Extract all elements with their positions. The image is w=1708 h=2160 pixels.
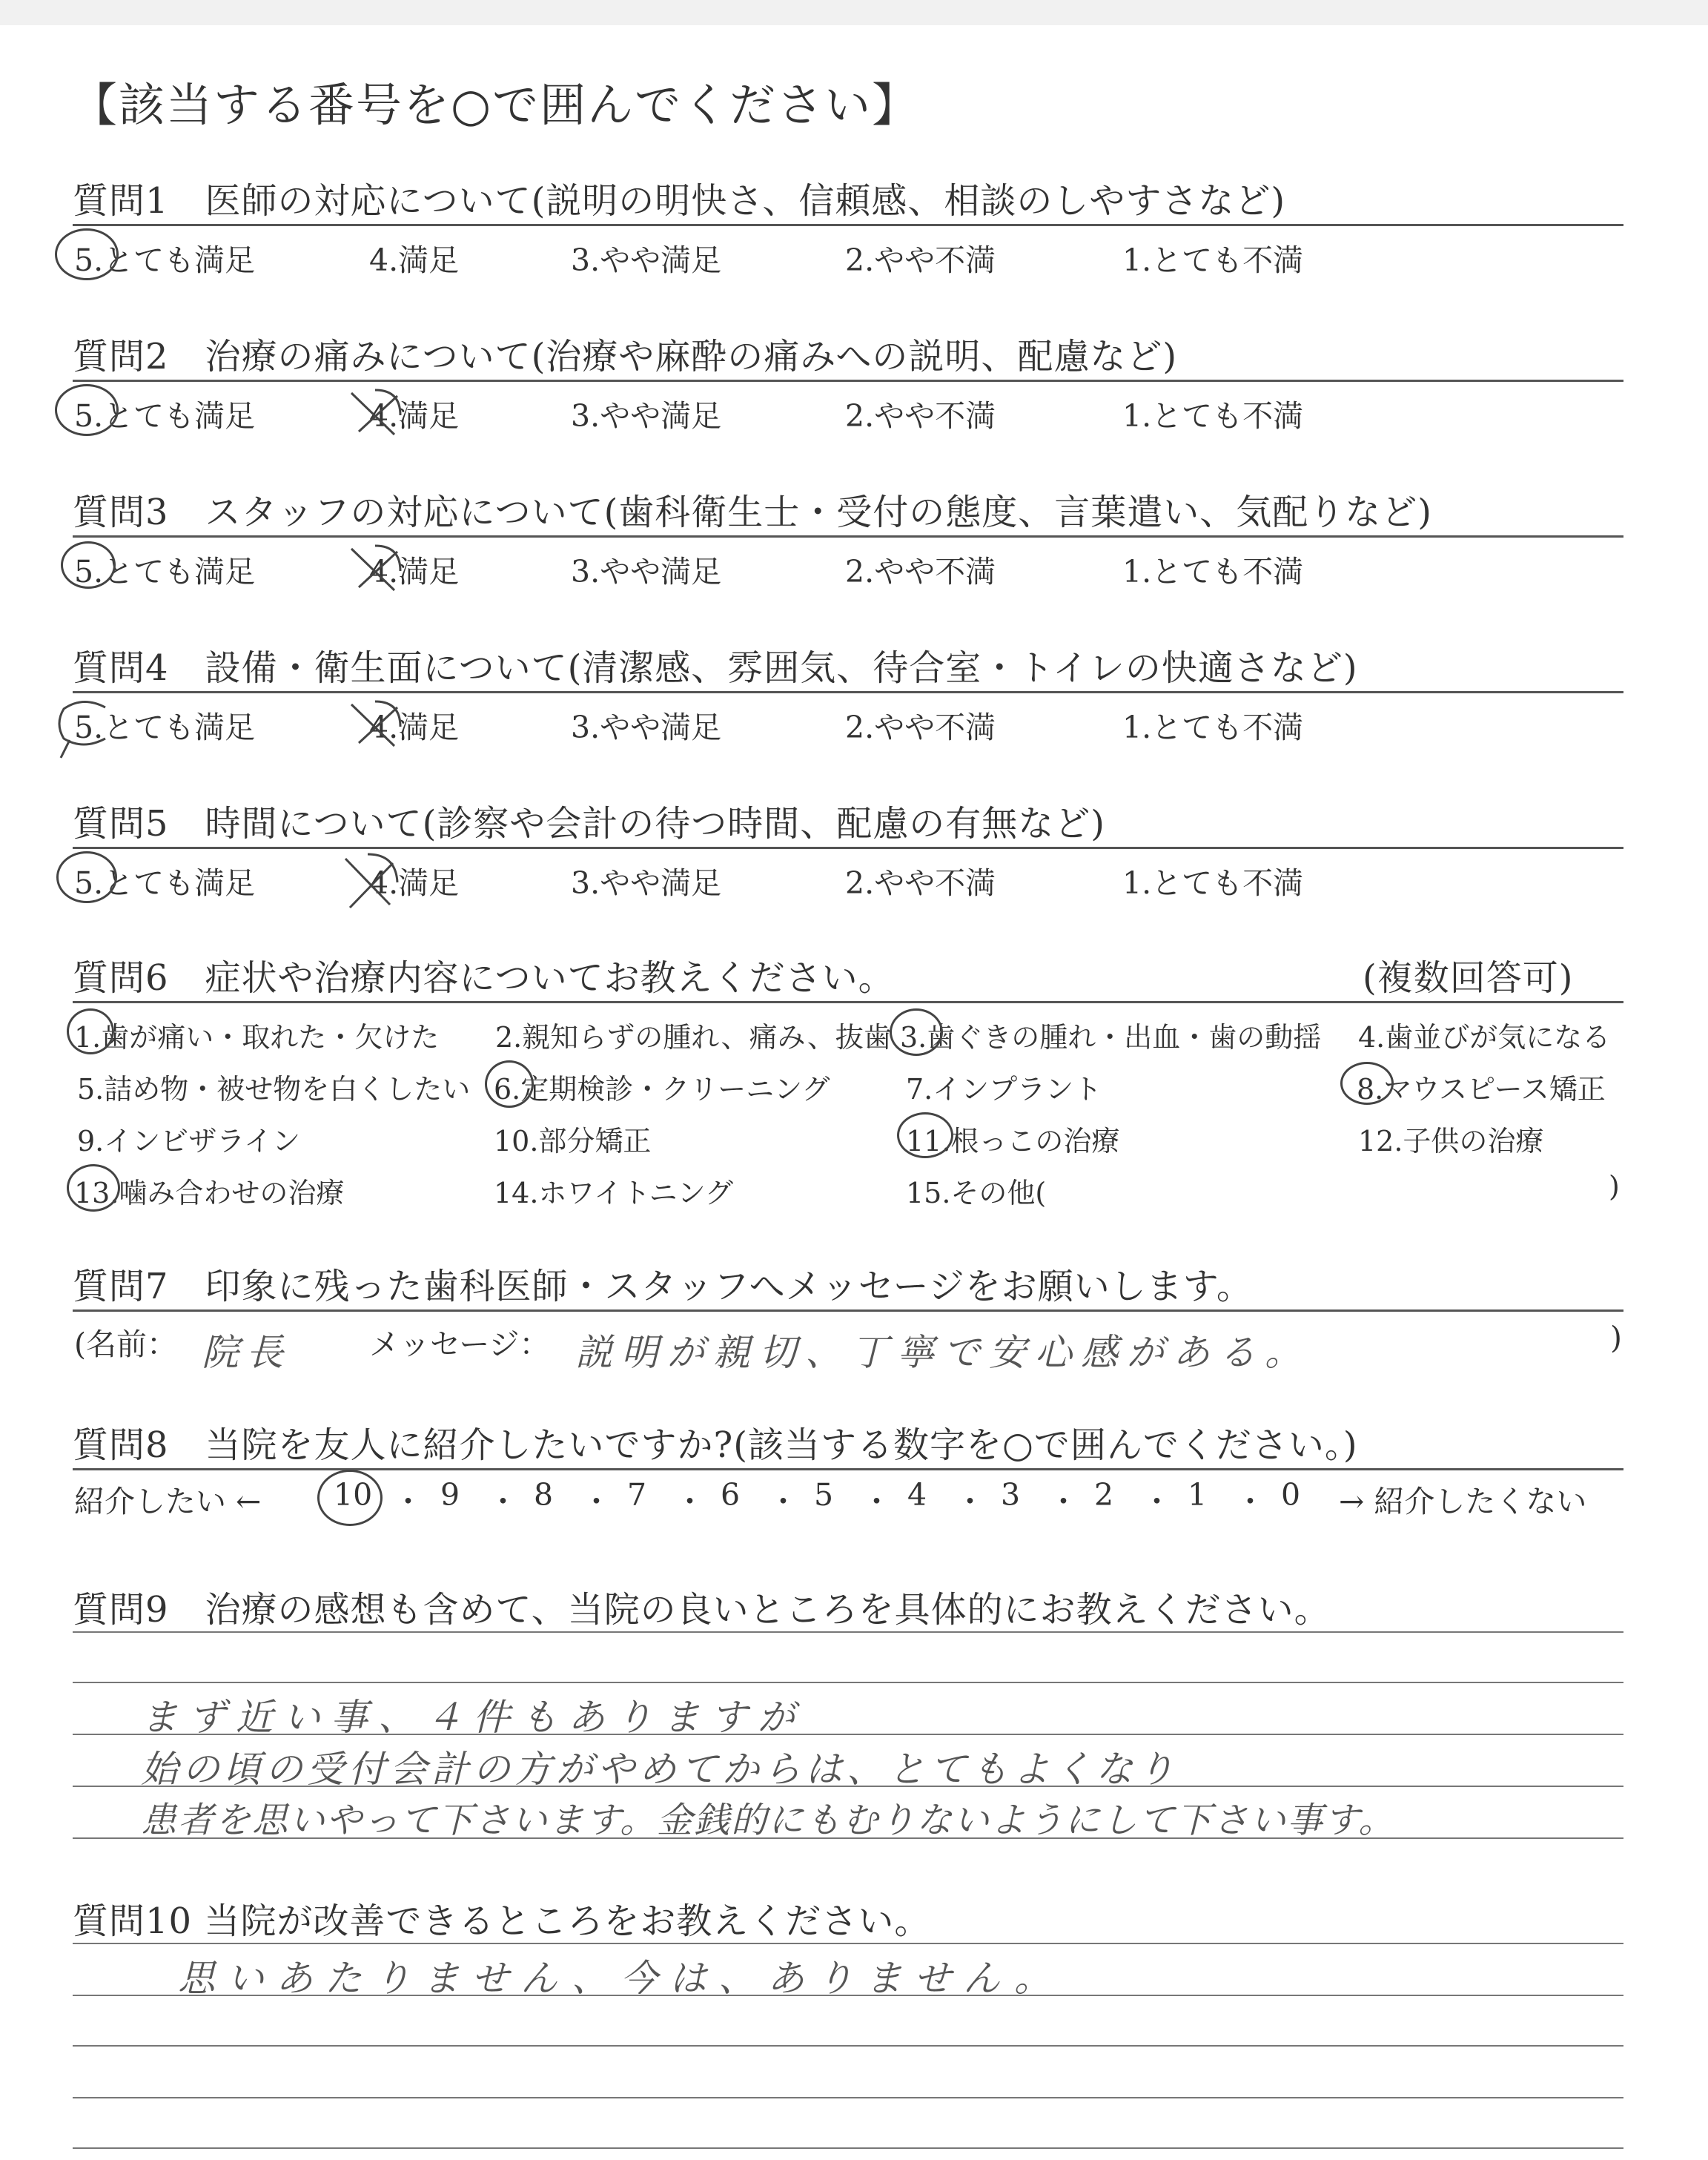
- q3-rule: [73, 535, 1623, 538]
- q8-scale-sep: ・: [393, 1484, 423, 1519]
- q8-scale-7[interactable]: 7: [627, 1477, 647, 1513]
- q8-scale-sep: ・: [861, 1484, 892, 1519]
- q10-rule-5: [73, 2147, 1623, 2149]
- q8-scale-2[interactable]: 2: [1094, 1477, 1114, 1513]
- q8-scale-sep: ・: [1048, 1484, 1079, 1519]
- q3-option-1[interactable]: 1.とても不満: [1122, 554, 1304, 589]
- q1-option-1[interactable]: 1.とても不満: [1122, 242, 1304, 278]
- q6-item-8-circle: [1340, 1062, 1394, 1105]
- q6-item-4[interactable]: 4.歯並びが気になる: [1358, 1021, 1611, 1054]
- q7-name-value[interactable]: 院長: [202, 1331, 291, 1374]
- q6-item-11[interactable]: 11.根っこの治療: [906, 1125, 1120, 1157]
- q2-option-5[interactable]: 5.とても満足: [74, 398, 256, 434]
- q8-scale-sep: ・: [955, 1484, 985, 1519]
- q6-item-13[interactable]: 13.噛み合わせの治療: [74, 1177, 345, 1209]
- q8-scale-5[interactable]: 5: [814, 1477, 834, 1513]
- q5-option-1[interactable]: 1.とても不満: [1122, 865, 1304, 901]
- q6-item-5[interactable]: 5.詰め物・被せ物を白くしたい: [77, 1073, 471, 1106]
- q8-right-label: → 紹介したくない: [1339, 1484, 1587, 1519]
- q5-option-4[interactable]: 4.満足: [369, 865, 460, 901]
- q1-selection-circle: [55, 228, 119, 280]
- q9-answer-line-3[interactable]: 患者を思いやって下さいます。金銭的にもむりないようにして下さい事す。: [141, 1800, 1396, 1841]
- q8-scale-sep: ・: [488, 1484, 518, 1519]
- q3-option-4[interactable]: 4.満足: [369, 554, 460, 589]
- q7-name-label: (名前：: [74, 1327, 177, 1362]
- q4-option-2[interactable]: 2.やや不満: [845, 710, 996, 745]
- q2-rule: [73, 380, 1623, 382]
- q5-strike-mark: [338, 848, 405, 915]
- q7-message-label: メッセージ：: [369, 1327, 550, 1362]
- q4-title: 質問4 設備・衛生面について(清潔感、雰囲気、待合室・トイレの快適さなど): [73, 647, 1358, 689]
- q10-answer-line-1[interactable]: 思いあたりません、今は、ありません。: [178, 1957, 1063, 2000]
- q6-item-7[interactable]: 7.インプラント: [906, 1073, 1102, 1106]
- q6-item-14[interactable]: 14.ホワイトニング: [494, 1177, 734, 1209]
- q6-note: (複数回答可): [1363, 957, 1574, 999]
- q3-title: 質問3 スタッフの対応について(歯科衛生士・受付の態度、言葉遣い、気配りなど): [73, 492, 1433, 533]
- q9-rule-2: [73, 1682, 1623, 1683]
- q4-selection-circle: [53, 694, 120, 761]
- q4-option-5[interactable]: 5.とても満足: [74, 710, 256, 745]
- q7-message-value[interactable]: 説明が親切、丁寧で安心感がある。: [575, 1331, 1311, 1374]
- q1-option-2[interactable]: 2.やや不満: [845, 242, 996, 278]
- q7-title: 質問7 印象に残った歯科医師・スタッフへメッセージをお願いします。: [73, 1266, 1253, 1307]
- q10-rule-1: [73, 1943, 1623, 1944]
- q6-item-12[interactable]: 12.子供の治療: [1358, 1125, 1544, 1157]
- q6-title: 質問6 症状や治療内容についてお教えください。: [73, 957, 895, 999]
- q2-selection-circle: [55, 384, 119, 436]
- q8-scale-10[interactable]: 10: [334, 1477, 373, 1513]
- q9-rule-1: [73, 1631, 1623, 1633]
- q2-option-3[interactable]: 3.やや満足: [571, 398, 722, 434]
- q8-title: 質問8 当院を友人に紹介したいですか?(該当する数字を○で囲んでください。): [73, 1424, 1358, 1466]
- q8-scale-6[interactable]: 6: [721, 1477, 741, 1513]
- q9-title: 質問9 治療の感想も含めて、当院の良いところを具体的にお教えください。: [73, 1589, 1331, 1631]
- q9-answer-line-2[interactable]: 始の頃の受付会計の方がやめてからは、とてもよくなり: [141, 1748, 1179, 1791]
- q5-option-2[interactable]: 2.やや不満: [845, 865, 996, 901]
- q6-item-6[interactable]: 6.定期検診・クリーニング: [494, 1073, 830, 1106]
- q4-rule: [73, 691, 1623, 693]
- q8-scale-1[interactable]: 1: [1188, 1477, 1208, 1513]
- q8-left-label: 紹介したい ←: [74, 1484, 262, 1519]
- q4-option-3[interactable]: 3.やや満足: [571, 710, 722, 745]
- q1-option-3[interactable]: 3.やや満足: [571, 242, 722, 278]
- q6-item-1-circle: [67, 1008, 114, 1054]
- q8-scale-8[interactable]: 8: [534, 1477, 554, 1513]
- q6-item-15[interactable]: 15.その他(: [906, 1177, 1047, 1209]
- q1-title: 質問1 医師の対応について(説明の明快さ、信頼感、相談のしやすさなど): [73, 180, 1286, 222]
- q10-rule-4: [73, 2097, 1623, 2098]
- q5-rule: [73, 847, 1623, 849]
- q8-rule: [73, 1468, 1623, 1470]
- q6-item-11-circle: [897, 1112, 953, 1158]
- q5-option-3[interactable]: 3.やや満足: [571, 865, 722, 901]
- q1-rule: [73, 224, 1623, 226]
- q4-option-4[interactable]: 4.満足: [369, 710, 460, 745]
- q8-scale-sep: ・: [768, 1484, 798, 1519]
- q3-strike-mark: [345, 538, 405, 598]
- q8-scale-sep: ・: [1235, 1484, 1265, 1519]
- q2-option-2[interactable]: 2.やや不満: [845, 398, 996, 434]
- q6-item-15-close: ): [1609, 1170, 1620, 1203]
- q5-title: 質問5 時間について(診察や会計の待つ時間、配慮の有無など): [73, 803, 1106, 845]
- q9-answer-line-1[interactable]: まず近い事、４件もありますが: [141, 1696, 805, 1739]
- q1-option-5[interactable]: 5.とても満足: [74, 242, 256, 278]
- form-header: 【該当する番号を○で囲んでください】: [71, 78, 920, 132]
- q8-scale-sep: ・: [1142, 1484, 1172, 1519]
- scan-top-band: [0, 0, 1708, 25]
- q8-scale-9[interactable]: 9: [440, 1477, 460, 1513]
- q2-title: 質問2 治療の痛みについて(治療や麻酔の痛みへの説明、配慮など): [73, 336, 1178, 377]
- q8-scale-sep: ・: [581, 1484, 612, 1519]
- q7-rule: [73, 1309, 1623, 1312]
- q7-close-paren: ): [1610, 1320, 1622, 1355]
- q3-option-2[interactable]: 2.やや不満: [845, 554, 996, 589]
- q6-item-6-circle: [485, 1060, 534, 1108]
- q5-option-5[interactable]: 5.とても満足: [74, 865, 256, 901]
- q6-rule: [73, 1001, 1623, 1003]
- q3-option-5[interactable]: 5.とても満足: [74, 554, 256, 589]
- q8-scale-0[interactable]: 0: [1281, 1477, 1301, 1513]
- q8-selection-circle: [317, 1470, 383, 1526]
- q4-option-1[interactable]: 1.とても不満: [1122, 710, 1304, 745]
- q5-selection-circle: [56, 851, 117, 903]
- q6-item-10[interactable]: 10.部分矯正: [494, 1125, 652, 1157]
- q2-option-4[interactable]: 4.満足: [369, 398, 460, 434]
- q2-strike-mark: [345, 383, 405, 442]
- q1-option-4[interactable]: 4.満足: [369, 242, 460, 278]
- q8-scale-sep: ・: [675, 1484, 705, 1519]
- q8-scale-4[interactable]: 4: [907, 1477, 927, 1513]
- q6-item-1[interactable]: 1.歯が痛い・取れた・欠けた: [74, 1021, 440, 1054]
- q3-selection-circle: [61, 541, 116, 589]
- q6-item-9[interactable]: 9.インビザライン: [77, 1125, 301, 1157]
- q6-item-3[interactable]: 3.歯ぐきの腫れ・出血・歯の動揺: [900, 1021, 1322, 1054]
- q10-rule-3: [73, 2045, 1623, 2047]
- q4-strike-mark: [345, 694, 405, 753]
- q8-scale-3[interactable]: 3: [1001, 1477, 1021, 1513]
- q6-item-8[interactable]: 8.マウスピース矯正: [1357, 1073, 1606, 1106]
- q3-option-3[interactable]: 3.やや満足: [571, 554, 722, 589]
- q6-item-13-circle: [67, 1164, 120, 1212]
- q10-title: 質問10 当院が改善できるところをお教えください。: [73, 1900, 931, 1942]
- q6-item-2[interactable]: 2.親知らずの腫れ、痛み、抜歯: [495, 1021, 892, 1054]
- q6-item-3-circle: [890, 1008, 943, 1056]
- q2-option-1[interactable]: 1.とても不満: [1122, 398, 1304, 434]
